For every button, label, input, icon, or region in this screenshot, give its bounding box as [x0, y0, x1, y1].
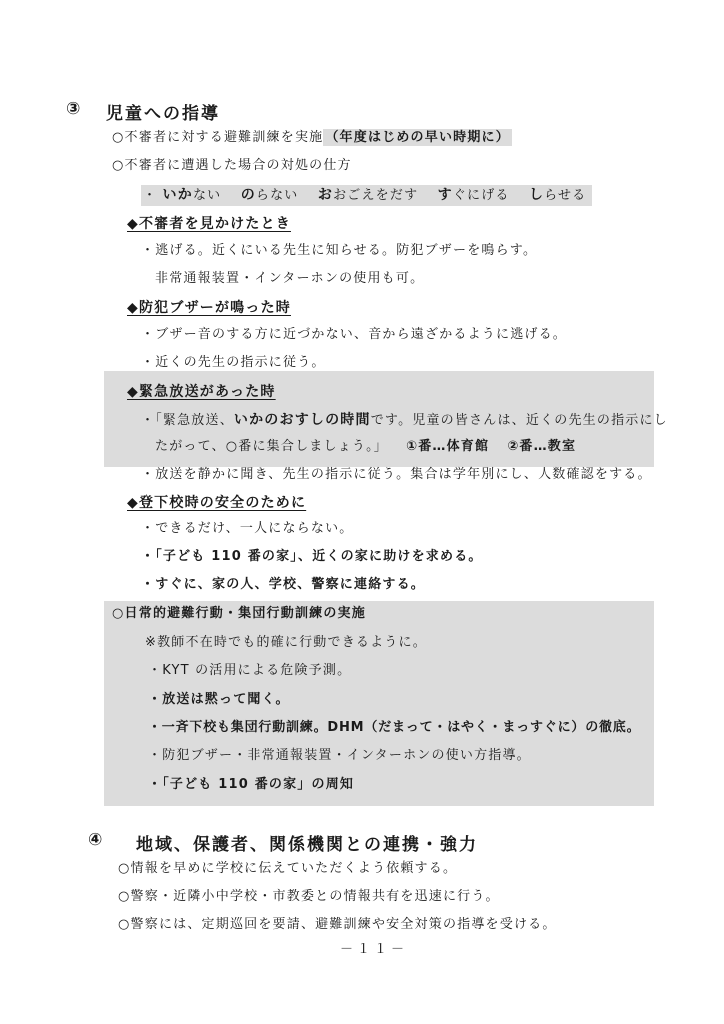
daily-line: ・放送は黙って聞く。 — [148, 692, 290, 707]
ikanoosushi-item: しらせる — [528, 187, 587, 203]
case3-line1: ・「緊急放送、いかのおすしの時間です。児童の皆さんは、近くの先生の指示にし — [141, 412, 668, 428]
case2-line: ・近くの先生の指示に従う。 — [141, 355, 326, 370]
case4-line: ・すぐに、家の人、学校、警察に連絡する。 — [141, 577, 426, 592]
case1-line: ・逃げる。近くにいる先生に知らせる。防犯ブザーを鳴らす。 — [141, 243, 538, 258]
section3-number: ③ — [66, 99, 83, 119]
daily-line: ・「子ども 110 番の家」の周知 — [148, 777, 355, 792]
section4-title: 地域、保護者、関係機関との連携・強力 — [136, 835, 478, 855]
section4-line: ○警察・近隣小中学校・市教委との情報共有を迅速に行う。 — [118, 889, 500, 904]
daily-line: ・一斉下校も集団行動訓練。DHM（だまって・はやく・まっすぐに）の徹底。 — [148, 720, 641, 735]
daily-heading: ○日常的避難行動・集団行動訓練の実施 — [112, 606, 366, 621]
case4-line: ・できるだけ、一人にならない。 — [141, 521, 354, 536]
section3-title: 児童への指導 — [106, 104, 220, 124]
ikanoosushi-item: すぐにげる — [437, 187, 510, 203]
case4-heading: ◆登下校時の安全のために — [127, 495, 307, 511]
case3-location-2: ②番…教室 — [507, 439, 577, 454]
case3-line3: ・放送を静かに聞き、先生の指示に従う。集合は学年別にし、人数確認をする。 — [141, 467, 652, 482]
case4-line: ・「子ども 110 番の家」、近くの家に助けを求める。 — [141, 549, 483, 564]
case3-location-1: ①番…体育館 — [405, 439, 490, 454]
page-number: －１１－ — [340, 942, 409, 957]
daily-note: ※教師不在時でも的確に行動できるように。 — [145, 635, 427, 650]
drill-line-1-note: （年度はじめの早い時期に） — [325, 130, 510, 145]
daily-line: ・防犯ブザー・非常通報装置・インターホンの使い方指導。 — [148, 748, 531, 763]
section4-line: ○警察には、定期巡回を要請、避難訓練や安全対策の指導を受ける。 — [118, 917, 557, 932]
case1-heading: ◆不審者を見かけたとき — [127, 216, 291, 232]
drill-line-1-text: ○不審者に対する避難訓練を実施 — [112, 130, 324, 145]
drill-line-2: ○不審者に遭遇した場合の対処の仕方 — [112, 158, 352, 173]
ikanoosushi-item: いかない — [162, 187, 222, 203]
case1-line: 非常通報装置・インターホンの使用も可。 — [155, 271, 425, 286]
drill-line-1 — [112, 129, 512, 147]
ikanoosushi-line — [141, 185, 592, 206]
section4-number: ④ — [88, 830, 105, 850]
case2-heading: ◆防犯ブザーが鳴った時 — [127, 300, 291, 316]
case3-heading: ◆緊急放送があった時 — [127, 384, 276, 400]
ikanoosushi-item: のらない — [240, 187, 299, 203]
ikanoosushi-item: おおごえをだす — [317, 187, 419, 203]
section4-line: ○情報を早めに学校に伝えていただくよう依頼する。 — [118, 861, 458, 876]
daily-line: ・KYT の活用による危険予測。 — [148, 663, 352, 678]
ikanoosushi-bullet: ・ — [143, 188, 158, 203]
case2-line: ・ブザー音のする方に近づかない、音から遠ざかるように逃げる。 — [141, 327, 568, 342]
case3-line1-bold: いかのおすしの時間 — [233, 412, 371, 428]
case3-line2: たがって、○番に集合しましょう。」 ①番…体育館 ②番…教室 — [155, 439, 577, 454]
